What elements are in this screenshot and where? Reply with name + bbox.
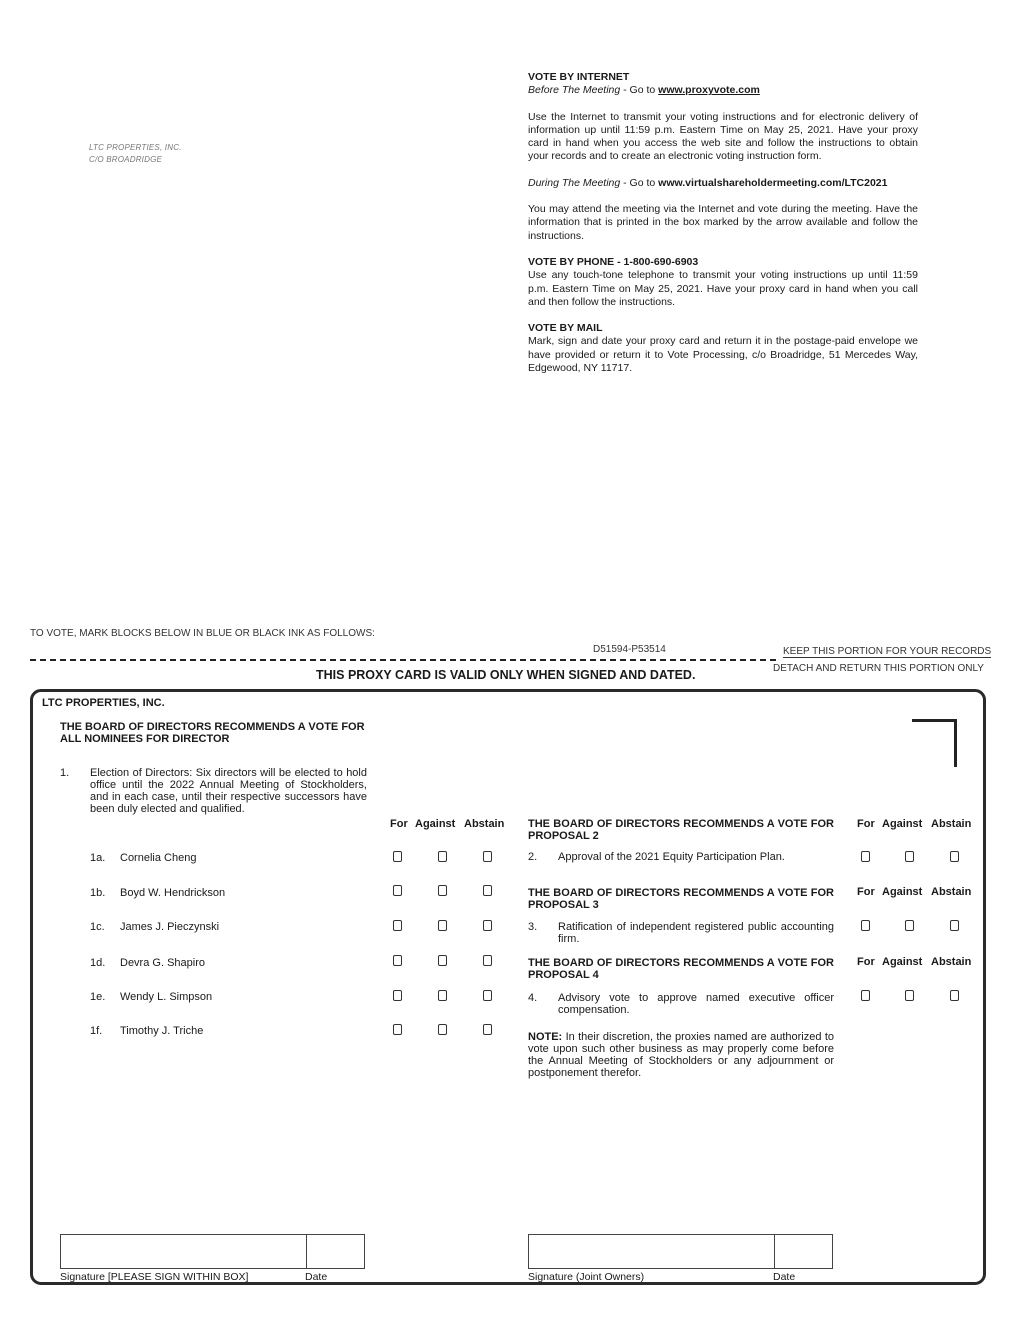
nominee-1d-abstain-checkbox[interactable]	[483, 955, 492, 966]
proposal2-abstain-checkbox[interactable]	[950, 851, 959, 862]
item1-text: Election of Directors: Six directors will be elected to hold office until the 2022 Annual Meeting of Stockholders, and in each case, until their respective successors have been duly elected and qualified.	[90, 767, 367, 815]
nominee-1f-for-checkbox[interactable]	[393, 1024, 402, 1035]
signature-date-label: Date	[305, 1271, 328, 1283]
nominee-number: 1a.	[90, 852, 106, 864]
keep-portion-text: KEEP THIS PORTION FOR YOUR RECORDS	[783, 646, 992, 657]
proposal4-abstain-checkbox[interactable]	[950, 990, 959, 1001]
col-against: Against	[882, 818, 923, 830]
proposal2-for-checkbox[interactable]	[861, 851, 870, 862]
during-meeting-label: During The Meeting	[528, 176, 621, 189]
nominee-name: Timothy J. Triche	[120, 1025, 204, 1037]
before-meeting-label: Before The Meeting	[528, 84, 621, 97]
nominee-number: 1b.	[90, 887, 106, 899]
valid-notice: THIS PROXY CARD IS VALID ONLY WHEN SIGNED AND DATED.	[316, 668, 696, 682]
nominee-1c-against-checkbox[interactable]	[438, 920, 447, 931]
proposal4-text: Advisory vote to approve named executive officer compensation.	[558, 992, 834, 1016]
nominee-1e-for-checkbox[interactable]	[393, 990, 402, 1001]
proposal2-text: Approval of the 2021 Equity Participation Plan.	[558, 851, 785, 863]
proxyvote-link[interactable]: www.proxyvote.com	[658, 84, 760, 97]
mail-text: Mark, sign and date your proxy card and return it in the postage-paid envelope we have provided or return it to Vote Processing, c/o Broadridge, 51 Mercedes Way, Edgewood, NY 11717.	[528, 335, 918, 375]
nominee-1b-for-checkbox[interactable]	[393, 885, 402, 896]
proposal4-number: 4.	[528, 992, 538, 1004]
return-address-line2: C/O BROADRIDGE	[89, 155, 163, 164]
signature-box[interactable]	[60, 1234, 365, 1269]
proposal2-number: 2.	[528, 851, 538, 863]
proposal2-recommendation: THE BOARD OF DIRECTORS RECOMMENDS A VOTE FOR PROPOSAL 2	[528, 818, 834, 842]
note-paragraph	[528, 1031, 834, 1079]
nominee-name: Wendy L. Simpson	[120, 991, 213, 1003]
detach-text: DETACH AND RETURN THIS PORTION ONLY	[773, 663, 984, 674]
return-address-line1: LTC PROPERTIES, INC.	[89, 143, 182, 152]
nominee-1b-abstain-checkbox[interactable]	[483, 885, 492, 896]
item1-number: 1.	[60, 767, 70, 779]
vote-mail-heading: VOTE BY MAIL	[528, 322, 603, 335]
nominee-number: 1e.	[90, 991, 106, 1003]
signature-date-divider	[306, 1235, 307, 1268]
vote-instructions	[528, 71, 918, 375]
arrow-corner-marker	[912, 719, 957, 767]
nominee-1c-abstain-checkbox[interactable]	[483, 920, 492, 931]
proposal3-abstain-checkbox[interactable]	[950, 920, 959, 931]
signature-label: Signature [PLEASE SIGN WITHIN BOX]	[60, 1271, 249, 1283]
proposal4-for-checkbox[interactable]	[861, 990, 870, 1001]
virtual-meeting-link[interactable]: www.virtualshareholdermeeting.com/LTC2021	[658, 176, 888, 189]
nominee-1a-against-checkbox[interactable]	[438, 851, 447, 862]
col-against: Against	[882, 956, 923, 968]
nominee-1a-abstain-checkbox[interactable]	[483, 851, 492, 862]
nominee-1f-against-checkbox[interactable]	[438, 1024, 447, 1035]
perforation-line	[30, 659, 776, 661]
nominee-name: Boyd W. Hendrickson	[120, 887, 226, 899]
nominee-number: 1d.	[90, 957, 106, 969]
proposal3-for-checkbox[interactable]	[861, 920, 870, 931]
nominee-1b-against-checkbox[interactable]	[438, 885, 447, 896]
proposal3-text: Ratification of independent registered public accounting firm.	[558, 921, 834, 945]
proposal4-recommendation: THE BOARD OF DIRECTORS RECOMMENDS A VOTE FOR PROPOSAL 4	[528, 957, 834, 981]
col-for: For	[857, 886, 875, 898]
proposal3-number: 3.	[528, 921, 538, 933]
nominee-name: Devra G. Shapiro	[120, 957, 205, 969]
nominee-1a-for-checkbox[interactable]	[393, 851, 402, 862]
nominee-1c-for-checkbox[interactable]	[393, 920, 402, 931]
job-code: D51594-P53514	[593, 644, 666, 655]
note-text: In their discretion, the proxies named are authorized to vote upon such other business as may properly come before the Annual Meeting of Stockholders or any adjournment or postponement therefor.	[528, 1031, 834, 1079]
col-abstain: Abstain	[464, 818, 505, 830]
col-for: For	[857, 818, 875, 830]
joint-signature-box[interactable]	[528, 1234, 833, 1269]
internet-text: Use the Internet to transmit your voting instructions and for electronic delivery of information up until 11:59 p.m. Eastern Time on May 25, 2021. Have your proxy card in hand when you access the web site and follow the instructions to obtain your records and to create an electronic voting instruction form.	[528, 110, 918, 163]
nominee-name: James J. Pieczynski	[120, 921, 220, 933]
card-company: LTC PROPERTIES, INC.	[42, 697, 165, 709]
vote-phone-heading: VOTE BY PHONE - 1-800-690-6903	[528, 255, 699, 268]
nominee-number: 1c.	[90, 921, 105, 933]
joint-signature-label: Signature (Joint Owners)	[528, 1271, 645, 1283]
directors-recommendation: THE BOARD OF DIRECTORS RECOMMENDS A VOTE FOR ALL NOMINEES FOR DIRECTOR	[60, 721, 365, 745]
nominee-name: Cornelia Cheng	[120, 852, 197, 864]
joint-date-label: Date	[773, 1271, 796, 1283]
during-text: You may attend the meeting via the Internet and vote during the meeting. Have the information that is printed in the box marked by the arrow available and follow the instructions.	[528, 203, 918, 242]
return-address	[89, 142, 182, 166]
during-meeting-line	[528, 177, 918, 190]
nominee-number: 1f.	[90, 1025, 103, 1037]
nominee-1d-for-checkbox[interactable]	[393, 955, 402, 966]
phone-text: Use any touch-tone telephone to transmit your voting instructions up until 11:59 p.m. Eastern Time on May 25, 2021. Have your proxy card in hand when you call and then follow the instructions.	[528, 269, 918, 308]
before-meeting-line	[528, 84, 918, 97]
nominee-1e-abstain-checkbox[interactable]	[483, 990, 492, 1001]
col-abstain: Abstain	[931, 818, 972, 830]
during-meeting-goto: - Go to	[620, 176, 659, 189]
proposal3-against-checkbox[interactable]	[905, 920, 914, 931]
mark-instructions: TO VOTE, MARK BLOCKS BELOW IN BLUE OR BLACK INK AS FOLLOWS:	[30, 628, 375, 639]
col-abstain: Abstain	[931, 956, 972, 968]
nominee-1f-abstain-checkbox[interactable]	[483, 1024, 492, 1035]
before-meeting-goto: - Go to	[620, 84, 659, 97]
joint-signature-date-divider	[774, 1235, 775, 1268]
nominee-1e-against-checkbox[interactable]	[438, 990, 447, 1001]
col-against: Against	[882, 886, 923, 898]
col-abstain: Abstain	[931, 886, 972, 898]
vote-internet-heading: VOTE BY INTERNET	[528, 71, 630, 83]
col-for: For	[390, 818, 408, 830]
col-for: For	[857, 956, 875, 968]
col-against: Against	[415, 818, 456, 830]
note-label: NOTE:	[528, 1031, 563, 1043]
proposal3-recommendation: THE BOARD OF DIRECTORS RECOMMENDS A VOTE FOR PROPOSAL 3	[528, 887, 834, 911]
nominee-1d-against-checkbox[interactable]	[438, 955, 447, 966]
proposal4-against-checkbox[interactable]	[905, 990, 914, 1001]
proposal2-against-checkbox[interactable]	[905, 851, 914, 862]
